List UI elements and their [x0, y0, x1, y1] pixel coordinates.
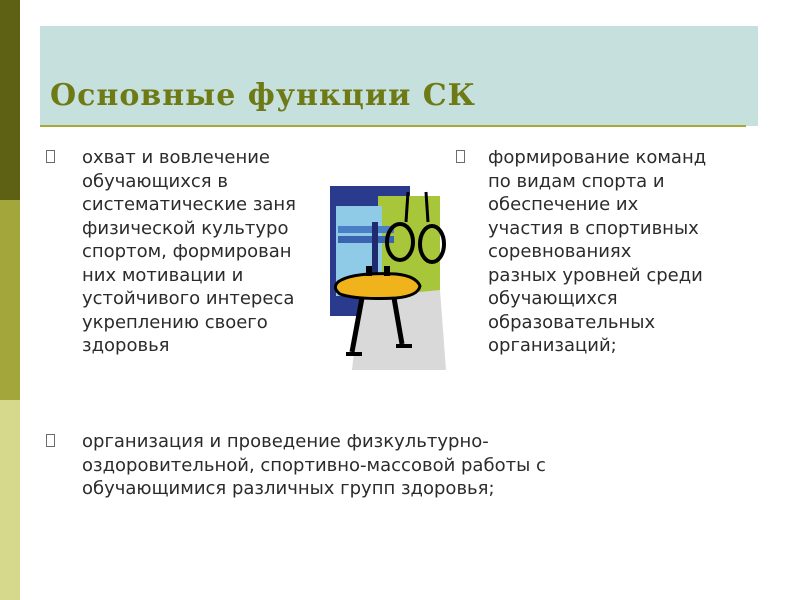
title-divider [40, 125, 746, 127]
bullet-item [46, 430, 766, 501]
clipart-bar-top [338, 226, 394, 233]
sidebar-segment-light [0, 400, 20, 600]
gymnastics-equipment-icon [322, 186, 446, 370]
bullet-box-icon [46, 150, 55, 163]
bullet-item [46, 146, 346, 358]
bullet-box-icon [456, 150, 465, 163]
bullet-box-icon [46, 434, 55, 447]
slide-title: Основные функции СК [50, 78, 476, 113]
clipart-bar-post [372, 222, 378, 274]
bullet-item [456, 146, 776, 358]
clipart-pommel-horse-body [335, 274, 420, 299]
bullet-text: формирование команд по видам спорта и обеспечение их участия в спортивных соревнованиях разных уровней среди обучающихся образовательных организаций; [488, 147, 707, 356]
sidebar-segment-mid [0, 200, 20, 400]
sidebar-decoration [0, 0, 20, 600]
bullet-text: организация и проведение физкультурно- оздоровительной, спортивно-массовой работы с обучающимися различных групп здоровья; [82, 431, 546, 499]
bullet-text: охват и вовлечение обучающихся в систематические заня физической культуро спортом, формирован них мотивации и устойчивого интереса укреплению своего здоровья [82, 147, 297, 356]
sidebar-segment-dark [0, 0, 20, 200]
